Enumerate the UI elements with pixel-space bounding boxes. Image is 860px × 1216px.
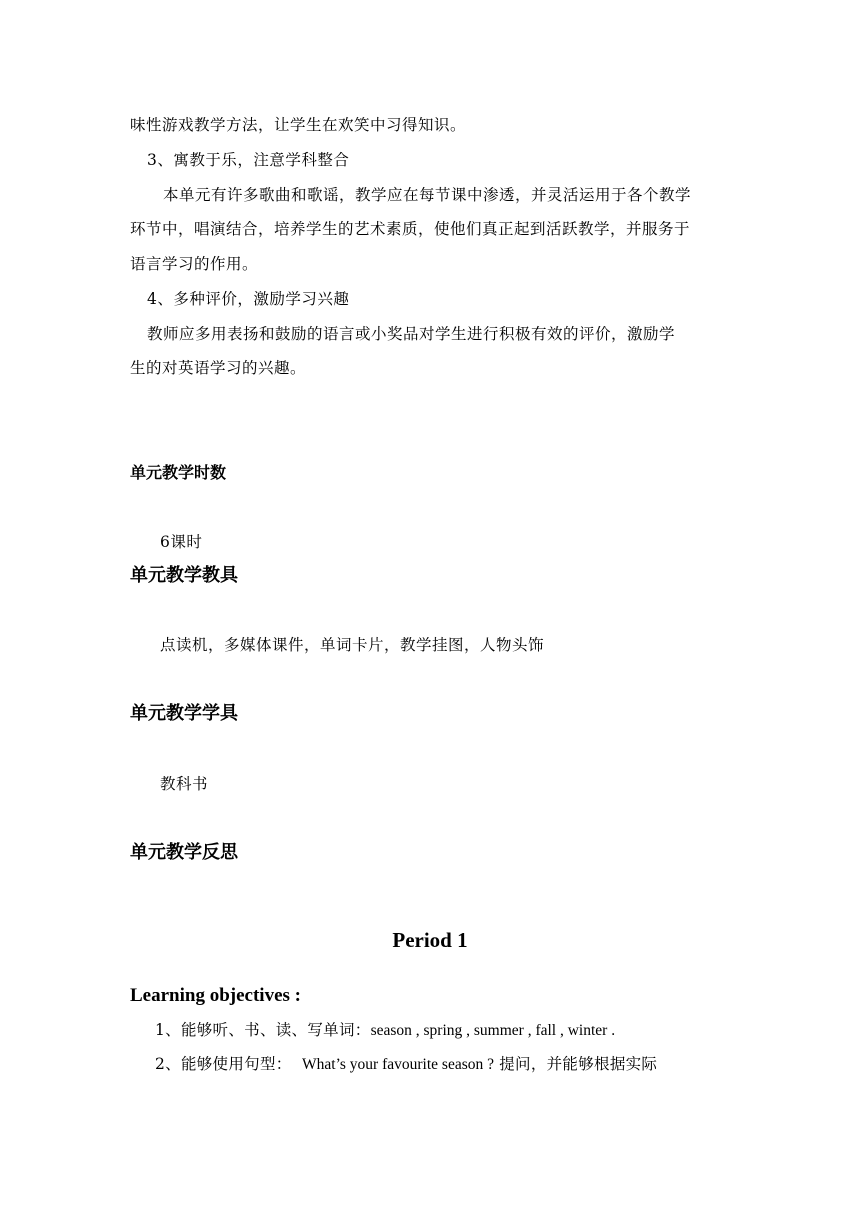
section3-title: 3、寓教于乐，注意学科整合 — [147, 151, 350, 169]
section3-body-line3: 语言学习的作用。 — [130, 255, 259, 273]
hours-value: 6课时 — [160, 533, 203, 551]
period-title: Period 1 — [392, 928, 468, 952]
objective-2-prefix: 2、能够使用句型： — [155, 1055, 292, 1073]
objective-2-sentence: What’s your favourite season ? — [302, 1056, 494, 1073]
hours-heading: 单元教学时数 — [130, 463, 227, 482]
section4-body-line1: 教师应多用表扬和鼓励的语言或小奖品对学生进行积极有效的评价，激励学 — [147, 325, 676, 343]
objective-2 — [155, 1054, 657, 1075]
objective-1 — [155, 1020, 615, 1041]
section4-body-line2: 生的对英语学习的兴趣。 — [130, 359, 307, 377]
objective-1-words: season , spring , summer , fall , winter . — [370, 1022, 616, 1039]
student-tools-heading: 单元教学学具 — [130, 703, 238, 724]
intro-line: 味性游戏教学方法，让学生在欢笑中习得知识。 — [130, 116, 467, 134]
section3-body-line2: 环节中，唱演结合，培养学生的艺术素质，使他们真正起到活跃教学，并服务于 — [130, 220, 691, 238]
section3-body-line1: 本单元有许多歌曲和歌谣，教学应在每节课中渗透，并灵活运用于各个教学 — [163, 186, 692, 204]
section4-title: 4、多种评价，激励学习兴趣 — [147, 290, 350, 308]
aids-value: 点读机，多媒体课件，单词卡片，教学挂图，人物头饰 — [160, 636, 545, 654]
reflection-heading: 单元教学反思 — [130, 842, 238, 863]
aids-heading: 单元教学教具 — [130, 565, 238, 586]
objective-2-suffix: 提问，并能够根据实际 — [499, 1055, 658, 1073]
objectives-heading: Learning objectives : — [130, 985, 301, 1006]
objective-1-prefix: 1、能够听、书、读、写单词： — [155, 1021, 371, 1039]
student-tools-value: 教科书 — [160, 775, 209, 793]
